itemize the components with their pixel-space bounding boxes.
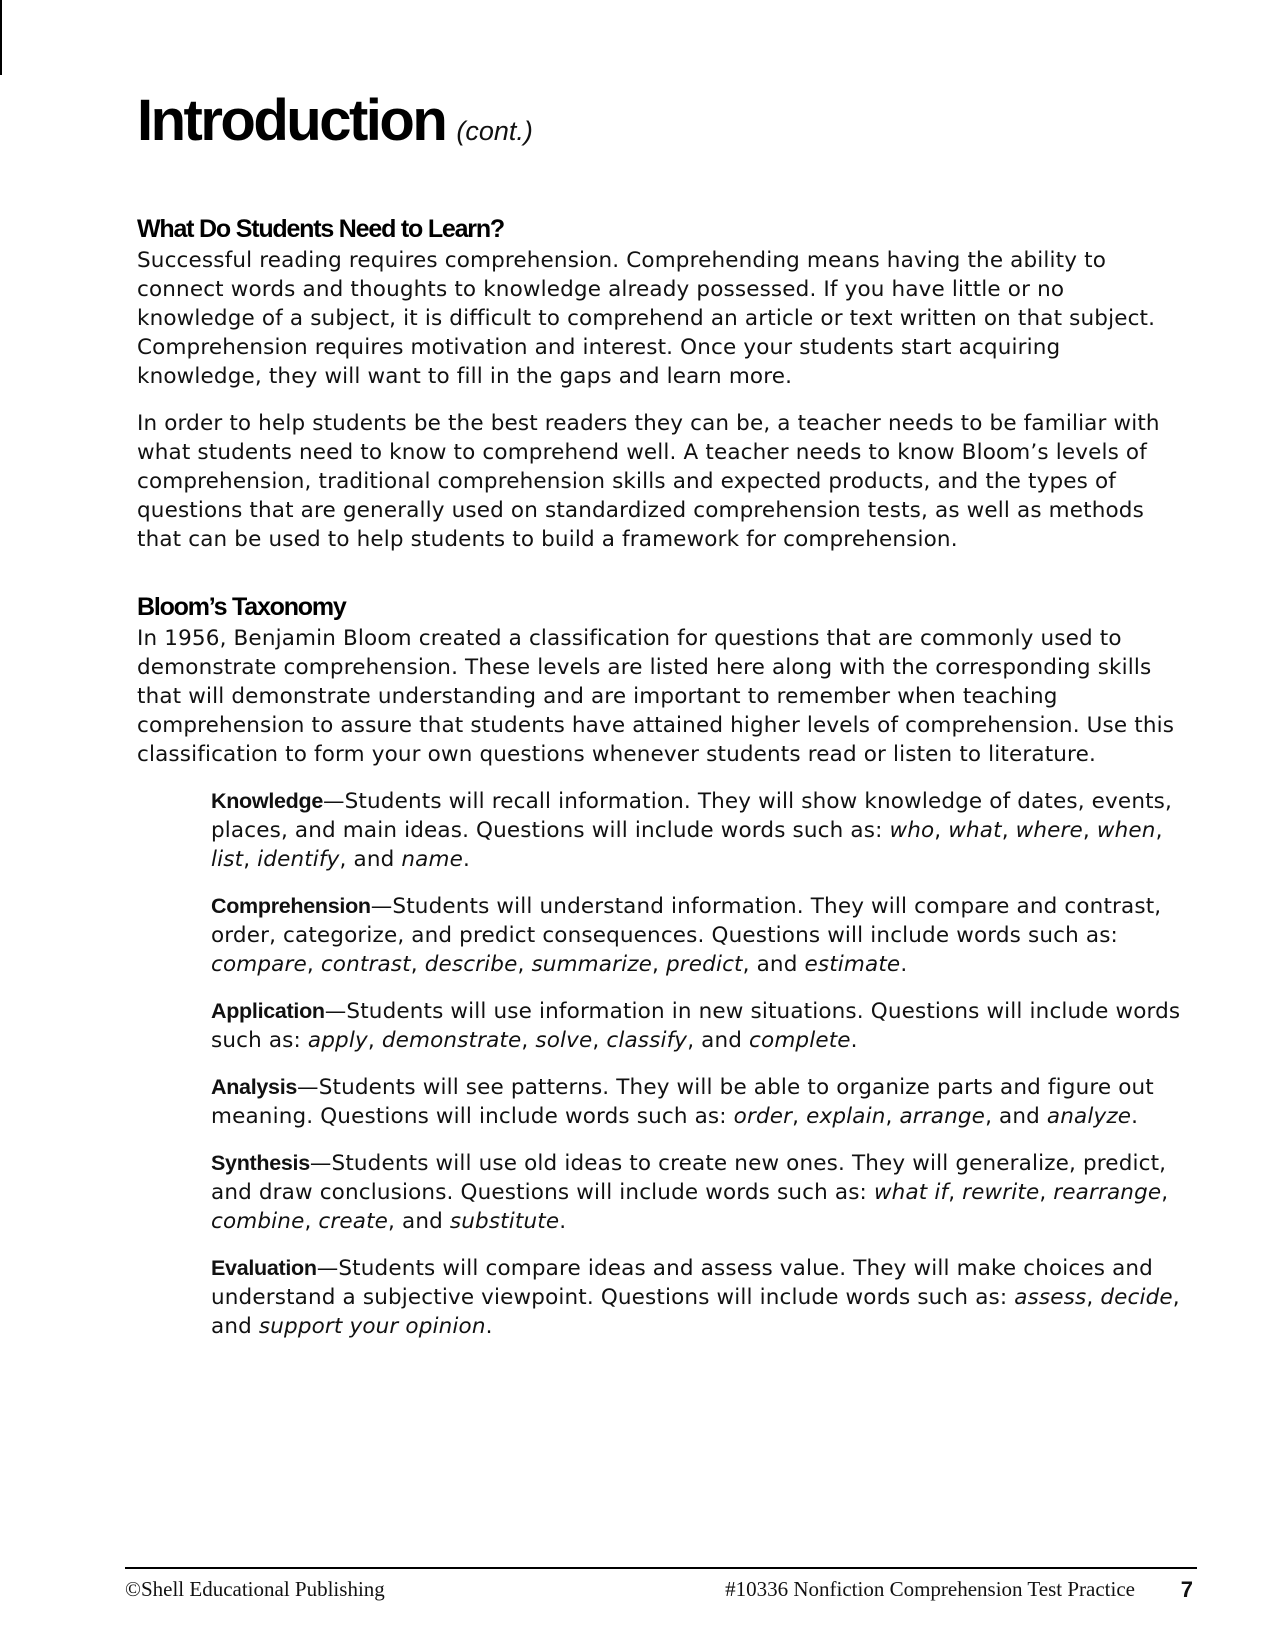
keyword: assess — [1014, 1285, 1087, 1310]
keyword: rewrite — [962, 1180, 1040, 1205]
level-description: —Students will recall information. They will show knowledge of dates, events, places, and main ideas. Questions will include words such as: — [211, 789, 1173, 843]
keyword: create — [318, 1209, 389, 1234]
level-keywords — [308, 1028, 858, 1053]
keyword: list — [211, 847, 244, 872]
keyword: complete — [749, 1028, 851, 1053]
separator: , — [306, 952, 321, 977]
title-text: Introduction — [137, 88, 446, 153]
level-evaluation — [211, 1254, 1187, 1341]
separator: , — [1001, 818, 1016, 843]
paragraph: In 1956, Benjamin Bloom created a classification for questions that are commonly used to demonstrate comprehension. These levels are listed here along with the corresponding skills that will demonstrate understanding and are important to remember when teaching comprehension to assure that students have attained higher levels of comprehension. Use this classification to form your own questions whenever students read or listen to literature. — [137, 626, 1175, 767]
paragraph: In order to help students be the best readers they can be, a teacher needs to be familiar with what students need to know to comprehend well. A teacher needs to know Bloom’s levels of comprehension, traditional comprehension skills and expected products, and the types of questions that are generally used on standardized comprehension tests, as well as methods that can be used to help students to build a framework for comprehension. — [137, 411, 1160, 552]
section-heading: What Do Students Need to Learn? — [137, 215, 504, 243]
separator: , — [885, 1104, 900, 1129]
keyword: what if — [873, 1180, 949, 1205]
keyword: identify — [257, 847, 340, 872]
separator: , — [792, 1104, 807, 1129]
separator: . — [485, 1314, 493, 1339]
separator: . — [900, 952, 908, 977]
keyword: summarize — [531, 952, 653, 977]
separator: , and — [388, 1209, 450, 1234]
keyword: order — [733, 1104, 793, 1129]
section-what-students-need — [137, 212, 1187, 554]
separator: , — [410, 952, 425, 977]
page-title — [137, 88, 1187, 153]
level-description: —Students will use old ideas to create new ones. They will generalize, predict, and draw conclusions. Questions will include words such as: — [211, 1151, 1167, 1205]
keyword: contrast — [320, 952, 411, 977]
separator: , — [243, 847, 258, 872]
level-application — [211, 997, 1187, 1055]
keyword: describe — [424, 952, 518, 977]
separator: . — [850, 1028, 858, 1053]
separator: , — [1039, 1180, 1054, 1205]
keyword: classify — [606, 1028, 688, 1053]
keyword: apply — [307, 1028, 368, 1053]
keyword: name — [401, 847, 463, 872]
separator: . — [559, 1209, 567, 1234]
keyword: substitute — [449, 1209, 560, 1234]
level-comprehension — [211, 892, 1187, 979]
level-description: —Students will compare ideas and assess value. They will make choices and understand a subjective viewpoint. Questions will include words such as: — [211, 1256, 1153, 1310]
keyword: support your opinion — [258, 1314, 486, 1339]
level-term: Analysis — [211, 1075, 298, 1099]
separator: , — [652, 952, 666, 977]
keyword: what — [948, 818, 1002, 843]
keyword: arrange — [899, 1104, 986, 1129]
keyword: compare — [211, 952, 307, 977]
keyword: when — [1096, 818, 1156, 843]
page-content — [137, 88, 1187, 1359]
section-blooms-taxonomy — [137, 590, 1187, 1341]
paragraph: Successful reading requires comprehension. Comprehending means having the ability to connect words and thoughts to knowledge already possessed. If you have little or no knowledge of a subject, it is difficult to comprehend an article or text written on that subject. Comprehension requires motivation and interest. Once your students start acquiring knowledge, they will want to fill in the gaps and learn more. — [137, 248, 1156, 389]
separator: , — [1155, 818, 1163, 843]
keyword: who — [889, 818, 935, 843]
keyword: explain — [806, 1104, 886, 1129]
separator: , — [1086, 1285, 1101, 1310]
level-description: —Students will see patterns. They will be able to organize parts and figure out meaning. Questions will include words such as: — [211, 1075, 1154, 1129]
level-term: Synthesis — [211, 1151, 310, 1175]
keyword: combine — [211, 1209, 305, 1234]
separator: , — [521, 1028, 536, 1053]
title-suffix: (cont.) — [456, 116, 533, 146]
separator: . — [462, 847, 470, 872]
level-keywords — [211, 952, 907, 977]
keyword: predict — [666, 952, 743, 977]
separator: , — [592, 1028, 607, 1053]
keyword: demonstrate — [381, 1028, 522, 1053]
separator: , and — [742, 952, 805, 977]
page-number: 7 — [1180, 1577, 1193, 1602]
level-synthesis — [211, 1149, 1187, 1236]
footer-book-title: #10336 Nonfiction Comprehension Test Practice — [725, 1577, 1135, 1601]
keyword: solve — [535, 1028, 593, 1053]
keyword: where — [1015, 818, 1083, 843]
keyword: estimate — [804, 952, 901, 977]
level-term: Evaluation — [211, 1256, 317, 1280]
separator: , — [948, 1180, 963, 1205]
separator: , — [1082, 818, 1097, 843]
separator: , and — [687, 1028, 750, 1053]
separator: . — [1131, 1104, 1139, 1129]
separator: , — [367, 1028, 382, 1053]
footer-rule — [125, 1567, 1197, 1569]
level-keywords — [734, 1104, 1139, 1129]
page-footer — [125, 1577, 1197, 1607]
page-margin-mark — [0, 0, 2, 75]
separator: , and — [985, 1104, 1047, 1129]
level-term: Knowledge — [211, 789, 323, 813]
level-description: —Students will use information in new situations. Questions will include words such as: — [211, 999, 1181, 1053]
level-knowledge — [211, 787, 1187, 874]
footer-publisher: ©Shell Educational Publishing — [125, 1577, 385, 1601]
separator: , — [304, 1209, 319, 1234]
separator: , and — [339, 847, 402, 872]
taxonomy-levels — [211, 787, 1187, 1341]
keyword: analyze — [1046, 1104, 1132, 1129]
separator: , — [934, 818, 949, 843]
separator: , and — [211, 1285, 1180, 1339]
level-term: Application — [211, 999, 325, 1023]
level-description: —Students will understand information. They will compare and contrast, order, categorize, and predict consequences. Questions will include words such as: — [211, 894, 1162, 948]
keyword: decide — [1100, 1285, 1173, 1310]
separator: , — [1161, 1180, 1169, 1205]
level-term: Comprehension — [211, 894, 371, 918]
section-heading: Bloom’s Taxonomy — [137, 593, 346, 621]
level-analysis — [211, 1073, 1187, 1131]
keyword: rearrange — [1053, 1180, 1162, 1205]
separator: , — [517, 952, 532, 977]
